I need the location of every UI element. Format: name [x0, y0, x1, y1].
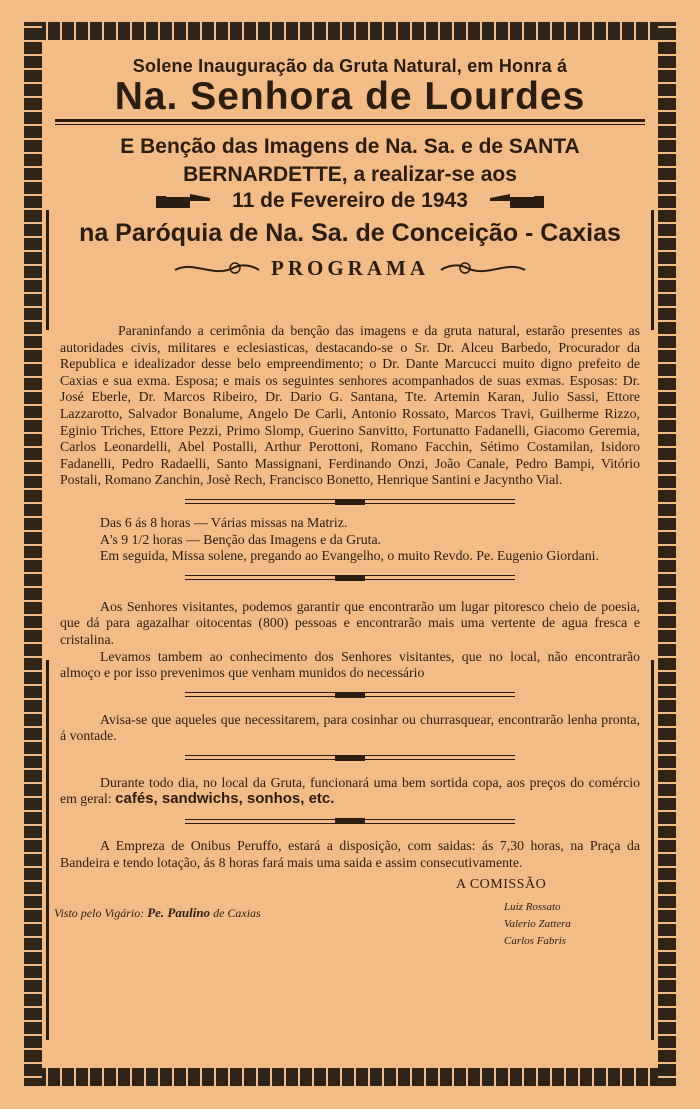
copa-text: Durante todo dia, no local da Gruta, funcionará uma bem sortida copa, aos preços do comércio em geral:	[60, 774, 640, 807]
header-line1: Solene Inauguração da Gruta Natural, em Honra á	[132, 56, 568, 76]
visitors-text-2: Levamos tambem ao conhecimento dos Senhores visitantes, que no local, não encontrarão almoço e por isso prevenimos que venham munidos do necessário	[60, 648, 640, 681]
member-name: Luiz Rossato	[504, 901, 561, 914]
ornamental-border-right	[658, 22, 676, 1086]
ornamental-border-left	[24, 22, 42, 1086]
visto-prefix: Visto pelo Vigário:	[54, 906, 145, 921]
separator	[185, 575, 515, 581]
separator	[185, 499, 515, 505]
poster-content	[48, 44, 652, 1066]
visitors-text-1: Aos Senhores visitantes, podemos garantir que encontrarão um lugar pitoresco cheio de poesia, que dá para agazalhar oitocentas (800) pessoas e encontrarão mais uma vertente de agua fresca e cristalina.	[60, 598, 640, 647]
page-title: Na. Senhora de Lourdes	[114, 75, 586, 118]
separator	[185, 755, 515, 761]
member-name: Carlos Fabris	[504, 935, 567, 948]
visto-name: Pe. Paulino	[147, 905, 211, 921]
header-line2a: E Benção das Imagens de Na. Sa. e de SANTA	[120, 135, 580, 158]
flourish-left-icon	[173, 258, 261, 280]
programa-heading: PROGRAMA	[271, 256, 429, 280]
visto-line	[54, 905, 261, 921]
pointing-hand-left-icon	[488, 192, 544, 210]
header-line2b: BERNARDETTE, a realizar-se aos	[183, 163, 517, 186]
schedule	[60, 515, 640, 565]
flourish-right-icon	[439, 258, 527, 280]
date-row	[48, 189, 652, 213]
intro-paragraph: Paraninfando a cerimônia da benção das imagens e da gruta natural, estarão presentes as autoridades civis, militares e eclesiasticas, destacando-se o Sr. Dr. Alceu Barbedo, Procurador da Republica e idealizador desse belo empreendimento; o Dr. Dante Marcucci muito digno prefeito de Caxias e sua exma. Esposa; e mais os seguintes senhores acompanhados de suas exmas. Esposas: Dr. José Eberle, Dr. Marcos Ribeiro, Dr. Dario G. Santana, Tte. Artemin Karan, Julio Sassi, Ettore Lazzarotto, Salvador Bonalume, Angelo De Carli, Antonio Rossato, Marcos Travi, Guilherme Rizzo, Eginio Triches, Ettore Pezzi, Primo Slomp, Guerino Sanvitto, Fortunatto Fadanelli, Giacomo Geremia, Carlos Leonardelli, Abel Postalli, Arthur Perottoni, Romano Facchin, Sétimo Costamilan, Isidoro Fadanelli, Pedro Radaelli, Santo Massignani, Ferdinando Onzi, João Canale, Pedro Bampi, Vitório Postali, Romano Zanchin, Josè Rech, Francisco Bonetto, Henrique Santini e Jacyntho Vial.	[60, 323, 640, 488]
event-date: 11 de Fevereiro de 1943	[232, 189, 468, 212]
comissao-heading: A COMISSÃO	[456, 877, 547, 893]
schedule-line: A's 9 1/2 horas — Benção das Imagens e da Gruta.	[100, 531, 382, 547]
copa-items: cafés, sandwichs, sonhos, etc.	[115, 790, 335, 808]
ornamental-border-bottom	[24, 1068, 676, 1086]
onibus-paragraph: A Empreza de Onibus Peruffo, estará a disposição, com saidas: ás 7,30 horas, na Praça da Bandeira e tendo lotação, ás 8 horas fará mais uma saida e assim consecutivamente.	[60, 838, 640, 870]
member-name: Valerio Zattera	[504, 918, 571, 931]
separator	[185, 692, 515, 698]
ornamental-border-top	[24, 22, 676, 40]
copa-paragraph	[60, 775, 640, 808]
schedule-line: Em seguida, Missa solene, pregando ao Evangelho, o muito Revdo. Pe. Eugenio Giordani.	[100, 548, 599, 564]
pointing-hand-right-icon	[156, 192, 212, 210]
programa-row	[48, 256, 652, 281]
footer	[48, 877, 652, 947]
visto-suffix: de Caxias	[213, 906, 261, 921]
title-rule	[55, 119, 645, 125]
event-location: na Paróquia de Na. Sa. de Conceição - Caxias	[79, 219, 621, 247]
visitors-paragraph	[60, 599, 640, 682]
separator	[185, 818, 515, 824]
comissao-members	[504, 899, 571, 950]
lenha-paragraph: Avisa-se que aqueles que necessitarem, para cosinhar ou churrasquear, encontrarão lenha pronta, á vontade.	[60, 711, 640, 744]
schedule-line: Das 6 ás 8 horas — Várias missas na Matriz.	[100, 514, 348, 530]
